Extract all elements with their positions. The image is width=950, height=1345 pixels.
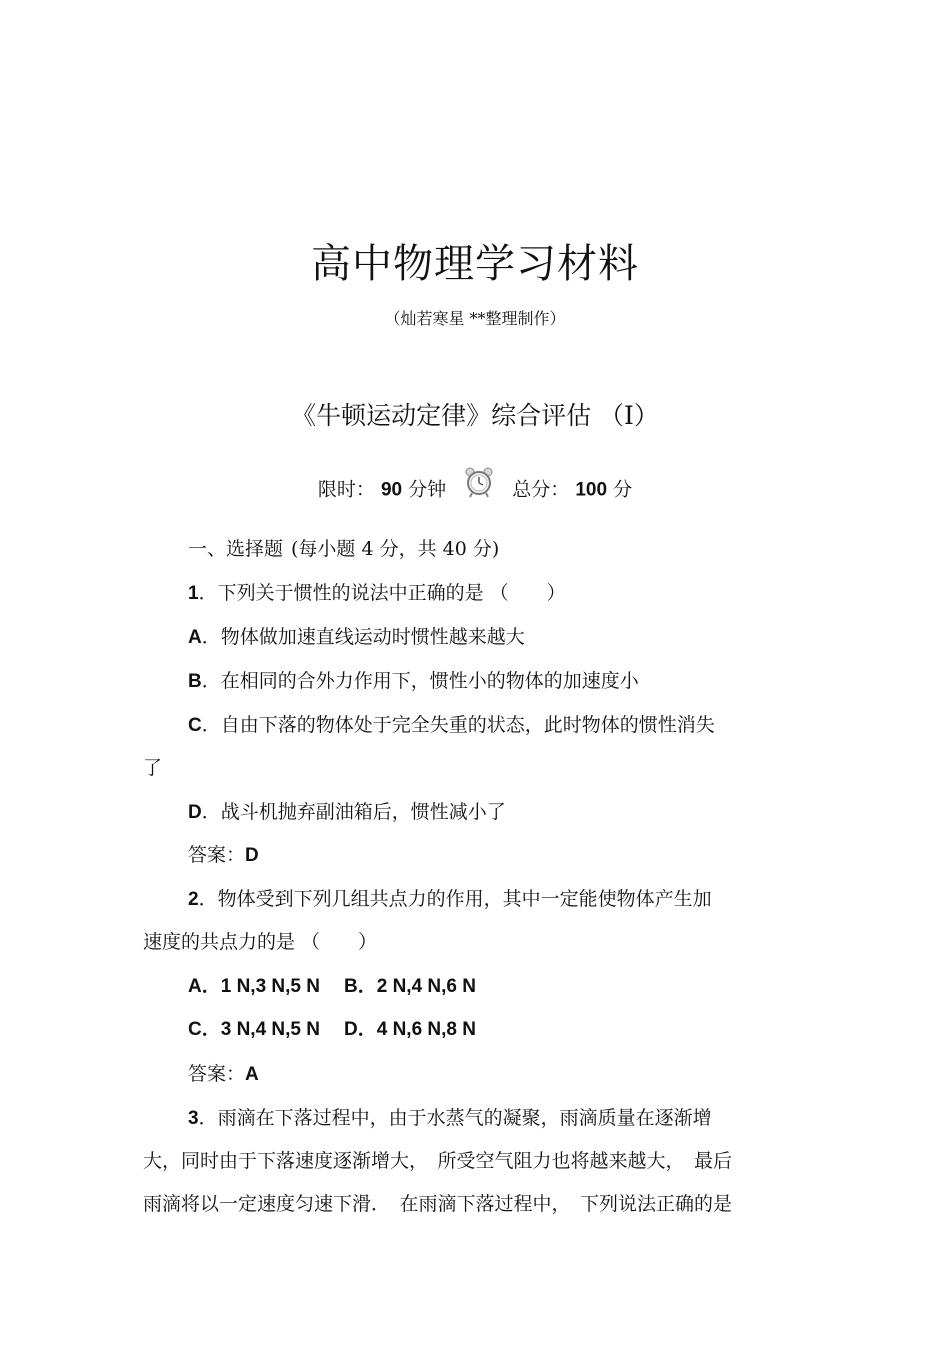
question-1-answer: 答案：D [188, 844, 259, 866]
question-1-option-c: C．自由下落的物体处于完全失重的状态，此时物体的惯性消失 [188, 714, 715, 736]
subtitle: （灿若寒星 **整理制作） [384, 309, 566, 328]
question-2-options-cd: C．3 N,4 N,5 N D．4 N,6 N,8 N [188, 1019, 476, 1040]
test-title: 《牛顿运动定律》综合评估 （Ⅰ） [291, 401, 659, 430]
total-score-value: 100 [575, 479, 608, 501]
section-note: (每小题 4 分，共 40 分) [291, 538, 500, 560]
question-2-stem: 2．物体受到下列几组共点力的作用，其中一定能使物体产生加 [188, 888, 712, 910]
alarm-clock-icon [464, 466, 494, 503]
question-2-answer: 答案：A [188, 1063, 259, 1085]
total-score-unit: 分 [613, 478, 633, 501]
question-3-stem-line-3: 雨滴将以一定速度匀速下滑． 在雨滴下落过程中， 下列说法正确的是 [143, 1193, 733, 1215]
time-limit-value: 90 [380, 479, 403, 501]
question-1-option-c-continued: 了 [143, 757, 163, 779]
time-limit-label: 限时： [317, 478, 375, 501]
question-1-option-b: B．在相同的合外力作用下，惯性小的物体的加速度小 [188, 670, 639, 692]
question-2-stem-continued: 速度的共点力的是 （ ） [143, 931, 378, 953]
time-limit-unit: 分钟 [408, 478, 447, 501]
total-score-label: 总分： [512, 478, 570, 501]
question-3-stem: 3．雨滴在下落过程中，由于水蒸气的凝聚，雨滴质量在逐渐增 [188, 1107, 712, 1129]
question-3-stem-line-2: 大，同时由于下落速度逐渐增大， 所受空气阻力也将越来越大， 最后 [143, 1150, 733, 1172]
question-2-options-ab: A．1 N,3 N,5 N B．2 N,4 N,6 N [188, 976, 476, 997]
main-title: 高中物理学习材料 [311, 241, 639, 287]
question-1-option-d: D．战斗机抛弃副油箱后，惯性减小了 [188, 801, 506, 823]
question-1-stem: 1．下列关于惯性的说法中正确的是 （ ） [188, 582, 566, 604]
time-info-line [0, 472, 950, 509]
question-1-option-a: A．物体做加速直线运动时惯性越来越大 [188, 626, 525, 648]
section-heading: 一、选择题 (每小题 4 分，共 40 分) [188, 538, 500, 560]
